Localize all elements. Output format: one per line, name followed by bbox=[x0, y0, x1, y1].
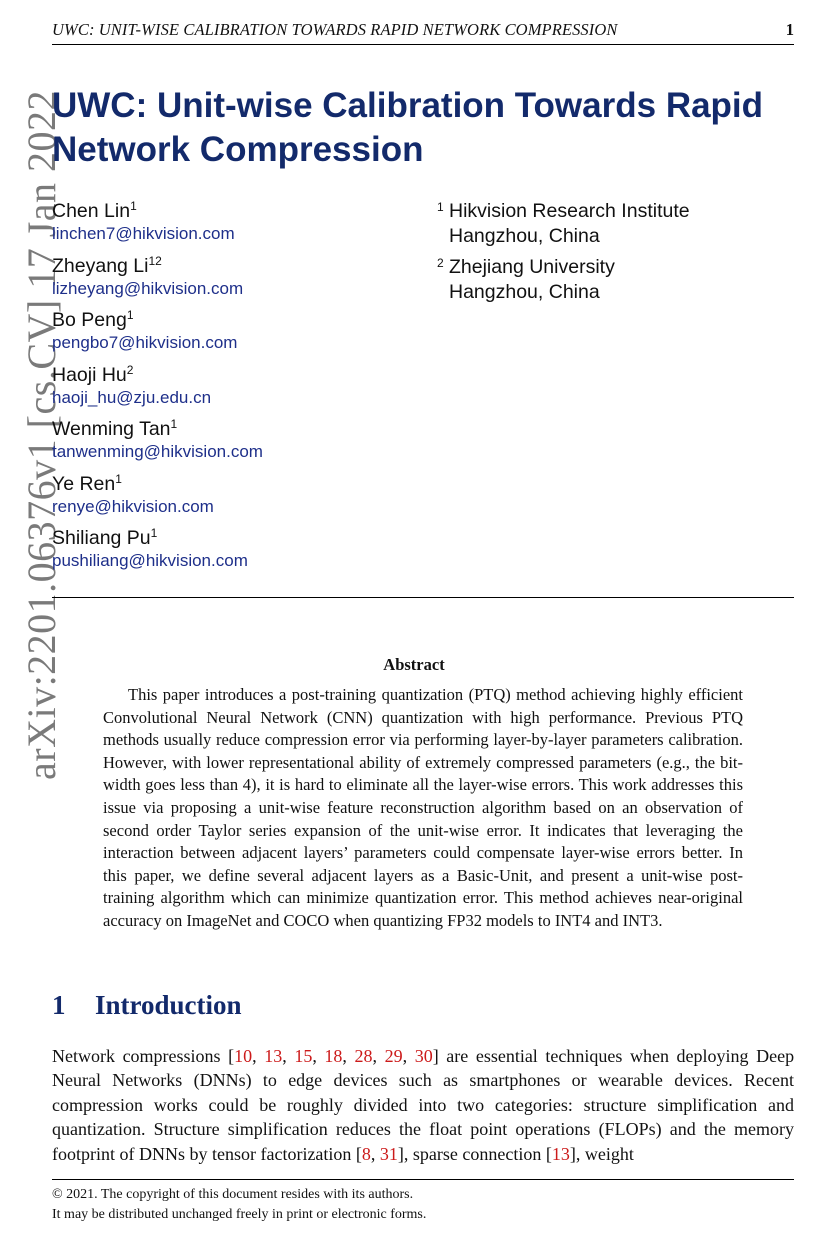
author-name bbox=[52, 417, 412, 441]
affiliation-city: Hangzhou, China bbox=[449, 225, 600, 247]
affiliation-number: 1 bbox=[437, 200, 444, 214]
citation-link[interactable]: 15 bbox=[294, 1046, 313, 1066]
author-entry bbox=[52, 526, 412, 581]
affiliation-city: Hangzhou, China bbox=[449, 281, 600, 303]
author-name bbox=[52, 472, 412, 496]
footer-divider bbox=[52, 1179, 794, 1180]
author-affiliation-mark: 1 bbox=[150, 526, 158, 540]
citation-link[interactable]: 31 bbox=[379, 1143, 398, 1164]
intro-text-segment: ] are essential techniques when deploying Deep Neural Networks (DNNs) to edge devices such as smartphones or wearable devices. Recent compression works could be roughly divided into two categories: structure simplification and quantization. Structure simplification reduces the float point operations (FLOPs) and the memory footprint of DNNs by tensor factorization [ bbox=[52, 1046, 795, 1164]
author-name bbox=[52, 308, 412, 332]
author-affiliation-mark: 1 bbox=[126, 308, 134, 322]
author-entry bbox=[52, 363, 412, 418]
author-email[interactable]: tanwenming@hikvision.com bbox=[52, 442, 263, 461]
author-email[interactable]: pengbo7@hikvision.com bbox=[52, 333, 238, 352]
affiliation-entry bbox=[437, 255, 797, 305]
intro-text-segment: ], weight bbox=[569, 1143, 634, 1164]
author-name-text: Zheyang Li bbox=[52, 254, 149, 277]
author-name-text: Haoji Hu bbox=[52, 363, 127, 386]
author-email[interactable]: haoji_hu@zju.edu.cn bbox=[52, 387, 212, 407]
citation-link[interactable]: 29 bbox=[384, 1046, 403, 1066]
citation-link[interactable]: 8 bbox=[361, 1143, 371, 1164]
affiliation-org: Zhejiang University bbox=[449, 256, 615, 278]
author-list bbox=[52, 199, 412, 581]
citation-separator: , bbox=[372, 1046, 385, 1066]
copyright-line: © 2021. The copyright of this document resides with its authors. bbox=[52, 1187, 414, 1202]
introduction-paragraph bbox=[52, 1044, 794, 1166]
copyright-notice bbox=[52, 1185, 794, 1225]
citation-group bbox=[234, 1046, 433, 1066]
author-name-text: Chen Lin bbox=[52, 200, 131, 222]
citation-link[interactable]: 13 bbox=[551, 1143, 570, 1164]
author-name-text: Ye Ren bbox=[52, 472, 116, 495]
citation-link[interactable]: 18 bbox=[324, 1046, 343, 1066]
running-header bbox=[52, 20, 794, 45]
section-heading bbox=[52, 990, 242, 1021]
citation-separator: , bbox=[252, 1046, 265, 1066]
author-email[interactable]: renye@hikvision.com bbox=[52, 496, 214, 516]
author-affiliation-mark: 1 bbox=[130, 199, 137, 213]
author-affiliation-mark: 1 bbox=[170, 417, 178, 431]
title-block-divider bbox=[52, 597, 794, 598]
citation-separator: , bbox=[402, 1046, 415, 1066]
license-line: It may be distributed unchanged freely in print or electronic forms. bbox=[52, 1207, 427, 1222]
citation-link[interactable]: 30 bbox=[414, 1046, 433, 1066]
author-entry bbox=[52, 199, 412, 254]
author-entry bbox=[52, 472, 412, 527]
citation-link[interactable]: 10 bbox=[234, 1046, 253, 1066]
citation-link[interactable]: 28 bbox=[354, 1046, 373, 1066]
author-name bbox=[52, 363, 412, 387]
author-entry bbox=[52, 417, 412, 472]
author-affiliation-mark: 12 bbox=[148, 253, 162, 268]
title-line-2: Network Compression bbox=[52, 130, 424, 169]
citation-separator: , bbox=[282, 1046, 295, 1066]
intro-text-segment: ], sparse connection [ bbox=[397, 1143, 552, 1164]
author-email[interactable]: pushiliang@hikvision.com bbox=[52, 551, 248, 570]
section-title: Introduction bbox=[95, 990, 242, 1020]
abstract-heading: Abstract bbox=[383, 655, 445, 674]
arxiv-identifier: arXiv:2201.06376v1 [cs.CV] 17 Jan 2022 bbox=[19, 89, 64, 780]
author-name bbox=[52, 526, 412, 550]
section-number: 1 bbox=[52, 990, 66, 1020]
affiliation-list bbox=[437, 199, 797, 311]
author-name bbox=[52, 254, 412, 278]
page-number: 1 bbox=[785, 20, 794, 39]
abstract-text: This paper introduces a post-training quantization (PTQ) method achieving highly efficient Convolutional Neural Network (CNN) quantization with high performance. Previous PTQ methods usually reduce compression error via performing layer-by-layer parameters calibration. However, with lower representational ability of extremely compressed parameters (e.g., the bit-width goes less than 4), it is hard to eliminate all the layer-wise errors. This work addresses this issue via proposing a unit-wise feature reconstruction algorithm based on an observation of second order Taylor series expansion of the unit-wise error. It indicates that leveraging the interaction between adjacent layers’ parameters could compensate layer-wise errors better. In this paper, we define several adjacent layers as a Basic-Unit, and present a unit-wise post-training algorithm which can minimize quantization error. This method achieves near-original accuracy on ImageNet and COCO when quantizing FP32 models to INT4 and INT3. bbox=[103, 685, 743, 930]
title-line-1: UWC: Unit-wise Calibration Towards Rapid bbox=[52, 86, 764, 125]
citation-link[interactable]: 13 bbox=[264, 1046, 283, 1066]
affiliation-org: Hikvision Research Institute bbox=[449, 200, 690, 222]
author-affiliation-mark: 2 bbox=[126, 362, 134, 377]
citation-separator: , bbox=[370, 1143, 380, 1164]
intro-text-segment: Network compressions [ bbox=[52, 1046, 235, 1066]
author-name-text: Wenming Tan bbox=[52, 418, 171, 440]
author-entry bbox=[52, 308, 412, 363]
running-title: UWC: UNIT-WISE CALIBRATION TOWARDS RAPID NETWORK COMPRESSION bbox=[52, 20, 618, 39]
author-name-text: Bo Peng bbox=[52, 309, 127, 331]
affiliation-number: 2 bbox=[437, 256, 444, 270]
author-affiliation-mark: 1 bbox=[115, 471, 122, 486]
affiliation-entry bbox=[437, 199, 797, 249]
author-email[interactable]: linchen7@hikvision.com bbox=[52, 224, 235, 243]
author-email[interactable]: lizheyang@hikvision.com bbox=[52, 278, 244, 298]
citation-separator: , bbox=[312, 1046, 325, 1066]
paper-title bbox=[52, 84, 782, 172]
author-entry bbox=[52, 254, 412, 309]
author-name-text: Shiliang Pu bbox=[52, 527, 151, 549]
author-name bbox=[52, 199, 412, 223]
citation-separator: , bbox=[342, 1046, 355, 1066]
